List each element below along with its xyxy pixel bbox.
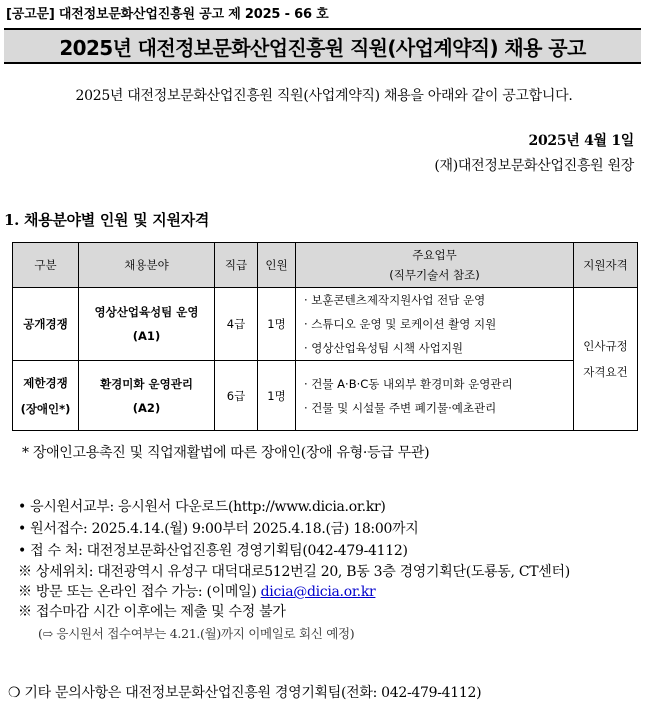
deadline-notice: ※ 접수마감 시간 이후에는 제출 및 수정 불가 xyxy=(18,604,286,620)
title-banner xyxy=(4,28,641,64)
section-heading-recruitment: 1. 채용분야별 인원 및 지원자격 xyxy=(4,211,210,229)
duty-item: · 건물 A·B·C동 내외부 환경미화 운영관리 xyxy=(304,376,513,391)
category-label: 제한경쟁 xyxy=(23,375,68,390)
intro-text: 2025년 대전정보문화산업진흥원 직원(사업계약직) 채용을 아래와 같이 공고합니다. xyxy=(75,88,573,104)
submission-method xyxy=(18,581,375,601)
duty-item: · 건물 및 시설물 주변 폐기물·예초관리 xyxy=(304,400,497,415)
row-field xyxy=(79,361,215,431)
duty-item: · 영상산업육성팀 시책 사업지원 xyxy=(304,341,464,355)
header-duties xyxy=(296,243,574,288)
duty-item: · 보훈콘텐츠제작지원사업 전담 운영 xyxy=(304,293,486,307)
recruitment-table xyxy=(12,242,638,431)
announcement-number: [공고문] 대전정보문화산업진흥원 공고 제 2025 - 66 호 xyxy=(6,7,329,22)
row-category xyxy=(13,288,79,361)
table-header-row xyxy=(13,243,638,288)
disability-footnote: * 장애인고용촉진 및 직업재활법에 따른 장애인(장애 유형·등급 무관) xyxy=(22,445,430,461)
contact-info: ❍ 기타 문의사항은 대전정보문화산업진흥원 경영기획팀(전화: 042-479-4112) xyxy=(8,685,482,701)
application-period: • 원서접수: 2025.4.14.(월) 9:00부터 2025.4.18.(금) 18:00까지 xyxy=(18,521,419,537)
field-label: 영상산업육성팀 운영 xyxy=(94,305,199,319)
reply-notice: (⇨ 응시원서 접수여부는 4.21.(월)까지 이메일로 회신 예정) xyxy=(38,626,355,641)
header-duties-note: (직무기술서 참조) xyxy=(389,268,480,282)
submission-method-text: ※ 방문 또는 온라인 접수 가능: (이메일) xyxy=(18,584,261,600)
row-duties xyxy=(296,288,574,361)
row-field xyxy=(79,288,215,361)
form-download-info: • 응시원서교부: 응시원서 다운로드(http://www.dicia.or.kr) xyxy=(18,499,386,515)
qualification-line: 인사규정 xyxy=(583,339,628,353)
issuer-name: (재)대전정보문화산업진흥원 원장 xyxy=(434,158,634,174)
email-link[interactable]: dicia@dicia.or.kr xyxy=(260,584,376,600)
page-title: 2025년 대전정보문화산업진흥원 직원(사업계약직) 채용 공고 xyxy=(59,35,586,60)
field-code: (A1) xyxy=(132,329,161,343)
field-label: 환경미화 운영관리 xyxy=(100,376,193,391)
office-address: ※ 상세위치: 대전광역시 유성구 대덕대로512번길 20, B동 3층 경영기획단(도룡동, CT센터) xyxy=(18,564,570,580)
application-office: • 접 수 처: 대전정보문화산업진흥원 경영기획팀(042-479-4112) xyxy=(18,543,408,559)
row-duties xyxy=(296,361,574,431)
field-code: (A2) xyxy=(132,400,161,415)
header-count: 인원 xyxy=(258,243,296,288)
category-label: 공개경쟁 xyxy=(23,317,68,331)
duty-item: · 스튜디오 운영 및 로케이션 촬영 지원 xyxy=(304,317,497,331)
qualification-line: 자격요건 xyxy=(583,365,628,379)
row-grade: 6급 xyxy=(215,361,258,431)
qualification-cell xyxy=(574,288,638,431)
row-count: 1명 xyxy=(258,361,296,431)
row-category xyxy=(13,361,79,431)
category-note: (장애인*) xyxy=(20,401,71,416)
announcement-date: 2025년 4월 1일 xyxy=(528,133,634,149)
header-duties-title: 주요업무 xyxy=(412,248,457,262)
header-qualification: 지원자격 xyxy=(574,243,638,288)
header-category: 구분 xyxy=(13,243,79,288)
table-row xyxy=(13,361,638,431)
header-field: 채용분야 xyxy=(79,243,215,288)
row-grade: 4급 xyxy=(215,288,258,361)
row-count: 1명 xyxy=(258,288,296,361)
table-row xyxy=(13,288,638,361)
header-grade: 직급 xyxy=(215,243,258,288)
